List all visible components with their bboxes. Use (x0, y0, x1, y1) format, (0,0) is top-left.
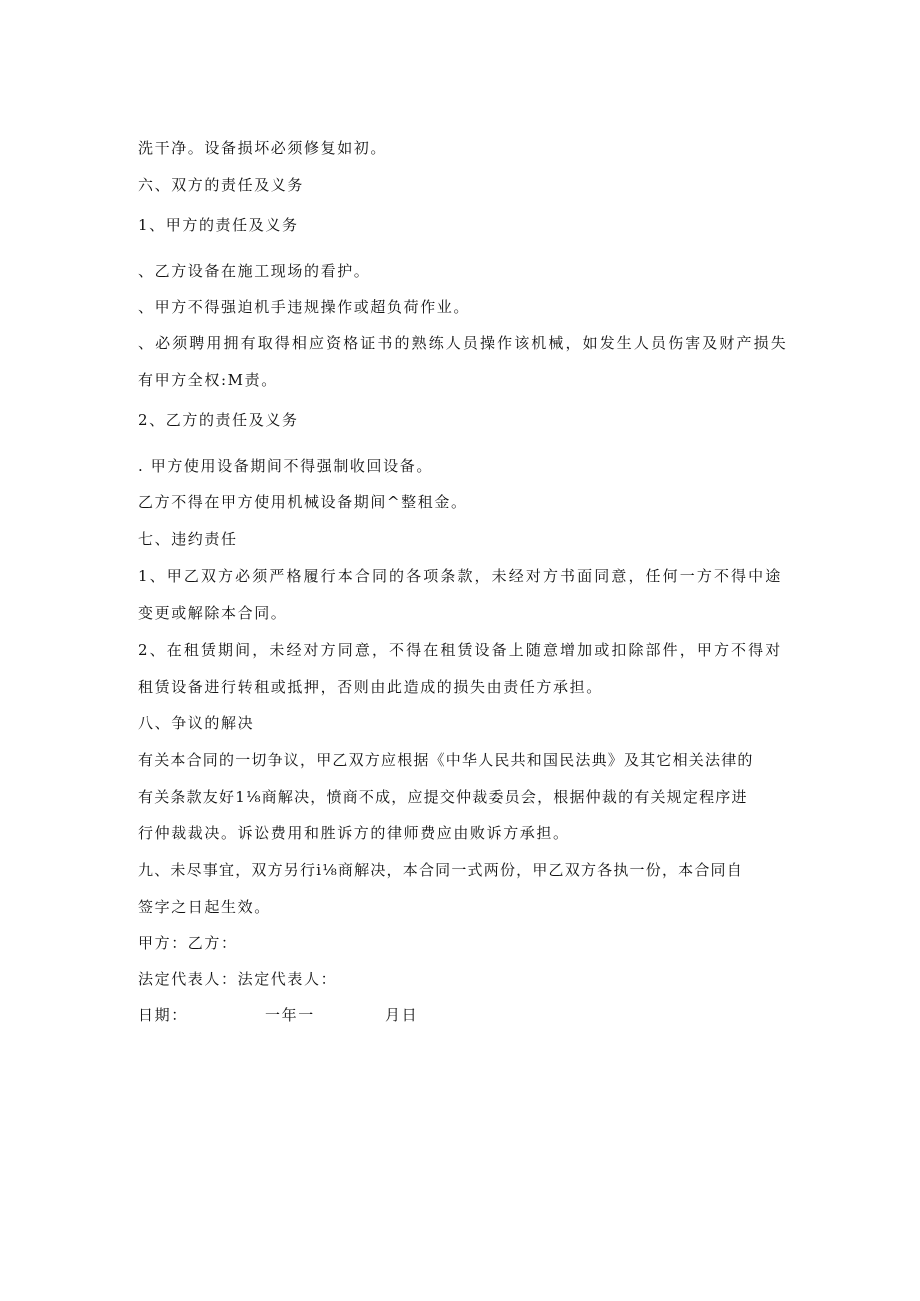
text-line-15: 租赁设备进行转租或抵押，否则由此造成的损失由责任方承担。 (138, 678, 603, 696)
text-line-4: 、乙方设备在施工现场的看护。 (138, 262, 371, 280)
text-line-20: 九、未尽事宜，双方另行i⅛商解决，本合同一式两份，甲乙双方各执一份，本合同自 (138, 861, 743, 879)
text-line-5: 、甲方不得强迫机手违规操作或超负荷作业。 (138, 298, 471, 316)
signature-date-row (138, 1005, 418, 1025)
date-year-part: 一年一 (265, 1006, 315, 1024)
section-heading-7: 七、违约责任 (138, 530, 238, 548)
text-line-12: 1、甲乙双方必须严格履行本合同的各项条款，未经对方书面同意，任何一方不得中途 (138, 567, 783, 585)
text-line-9: . 甲方使用设备期间不得强制收回设备。 (138, 457, 433, 475)
text-line-6: 、必须聘用拥有取得相应资格证书的熟练人员操作该机械，如发生人员伤害及财产损失 (138, 334, 788, 352)
section-heading-8: 八、争议的解决 (138, 714, 255, 732)
text-line-14: 2、在租赁期间，未经对方同意，不得在租赁设备上随意增加或扣除部件，甲方不得对 (138, 641, 783, 659)
section-heading-6: 六、双方的责任及义务 (138, 176, 305, 194)
text-line-18: 有关条款友好1⅛商解决，愤商不成，应提交仲裁委员会，根据仲裁的有关规定程序进 (138, 788, 748, 806)
text-line-7: 有甲方全权:M责。 (138, 371, 278, 389)
text-line-13: 变更或解除本合同。 (138, 604, 288, 622)
subheading-party-b-duties: 2、乙方的责任及义务 (138, 411, 299, 429)
text-line-19: 行仲裁裁决。诉讼费用和胜诉方的律师费应由败诉方承担。 (138, 824, 570, 842)
text-line-21: 签字之日起生效。 (138, 898, 271, 916)
signature-parties: 甲方：乙方： (138, 934, 238, 952)
text-line-17: 有关本合同的一切争议，甲乙双方应根据《中华人民共和国民法典》及其它相关法律的 (138, 751, 754, 769)
signature-representatives: 法定代表人：法定代表人： (138, 970, 338, 988)
date-month-day: 月日 (385, 1006, 419, 1024)
text-line-10: 乙方不得在甲方使用机械设备期间^整租金。 (138, 493, 468, 511)
subheading-party-a-duties: 1、甲方的责任及义务 (138, 216, 299, 234)
date-label: 日期： (138, 1006, 188, 1024)
text-line-1: 洗干净。设备损坏必须修复如初。 (138, 139, 388, 157)
